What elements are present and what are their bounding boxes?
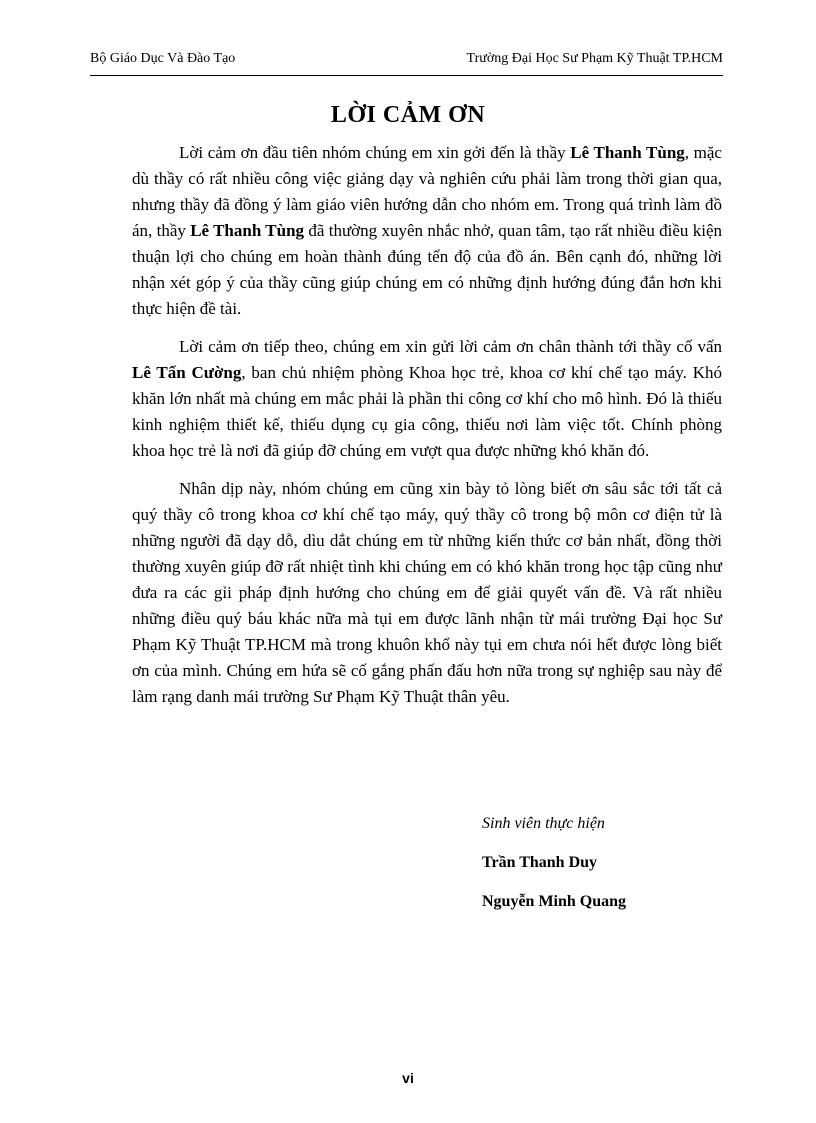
consultant-name: Lê Tấn Cường bbox=[132, 363, 242, 382]
header-university: Trường Đại Học Sư Phạm Kỹ Thuật TP.HCM bbox=[466, 51, 723, 66]
advisor-name: Lê Thanh Tùng bbox=[190, 221, 305, 240]
header-divider bbox=[90, 75, 723, 76]
header-ministry: Bộ Giáo Dục Và Đào Tạo bbox=[90, 51, 236, 66]
paragraph-thanks-advisor: Lời cảm ơn đầu tiên nhóm chúng em xin gởi đến là thầy Lê Thanh Tùng, mặc dù thầy có rất nhiều công việc giảng dạy và nghiên cứu phải làm trong thời gian qua, nhưng thầy đã đồng ý làm giáo viên hướng dẫn cho nhóm em. Trong quá trình làm đồ án, thầy Lê Thanh Tùng đã thường xuyên nhắc nhở, quan tâm, tạo rất nhiều điều kiện thuận lợi cho chúng em hoàn thành đúng tến độ của đồ án. Bên cạnh đó, những lời nhận xét góp ý của thầy cũng giúp chúng em có những định hướng đúng đắn hơn khi thực hiện đề tài. bbox=[132, 143, 722, 318]
student-name: Nguyễn Minh Quang bbox=[482, 893, 627, 910]
page-number: vi bbox=[402, 1070, 414, 1086]
student-name: Trần Thanh Duy bbox=[482, 854, 598, 871]
acknowledgement-body bbox=[132, 140, 722, 722]
signature-block bbox=[482, 812, 742, 929]
paragraph-thanks-consultant: Lời cảm ơn tiếp theo, chúng em xin gửi lời cảm ơn chân thành tới thầy cố vấn Lê Tấn Cường, ban chủ nhiệm phòng Khoa học trẻ, khoa cơ khí chế tạo máy. Khó khăn lớn nhất mà chúng em mắc phải là phần thi công cơ khí cho mô hình. Đó là thiếu kinh nghiệm thiết kế, thiếu dụng cụ gia công, thiếu nơi làm việc tốt. Chính phòng khoa học trẻ là nơi đã giúp đỡ chúng em vượt qua được những khó khăn đó. bbox=[132, 337, 723, 460]
signature-label: Sinh viên thực hiện bbox=[482, 815, 605, 832]
advisor-name: Lê Thanh Tùng bbox=[570, 143, 685, 162]
page-title: LỜI CẢM ƠN bbox=[330, 102, 486, 128]
paragraph-thanks-faculty: Nhân dịp này, nhóm chúng em cũng xin bày tỏ lòng biết ơn sâu sắc tới tất cả quý thầy cô trong khoa cơ khí chế tạo máy, quý thầy cô trong bộ môn cơ điện tử là những người đã dạy dỗ, dìu dắt chúng em từ những kiến thức cơ bản nhất, đồng thời thường xuyên giúp đỡ rất nhiệt tình khi chúng em có khó khăn trong học tập cũng như đưa ra các gỉi pháp định hướng cho chúng em để giải quyết vấn đề. Và rất nhiều những điều quý báu khác nữa mà tụi em được lãnh nhận từ mái trường Đại học Sư Phạm Kỹ Thuật TP.HCM mà trong khuôn khổ này tụi em chưa nói hết được lòng biết ơn của mình. Chúng em hứa sẽ cố gắng phấn đấu hơn nữa trong sự nghiệp sau này để làm rạng danh mái trường Sư Phạm Kỹ Thuật thân yêu. bbox=[132, 479, 722, 706]
page-header bbox=[90, 50, 723, 76]
